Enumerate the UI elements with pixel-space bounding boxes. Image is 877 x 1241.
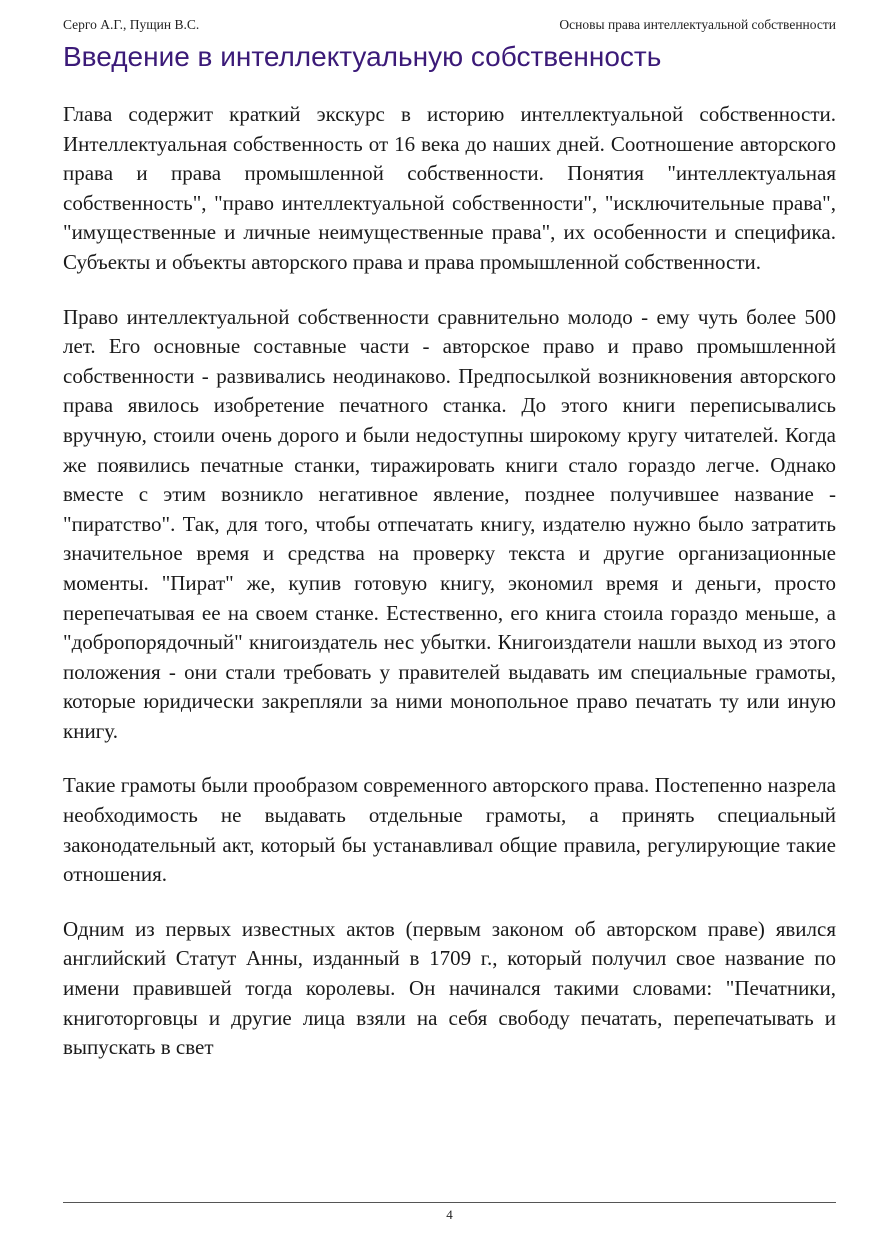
document-page [63,0,836,1241]
footer-divider [63,1202,836,1203]
paragraph: Глава содержит краткий экскурс в историю интеллектуальной собственности. Интеллектуальная собственность от 16 века до наших дней. Соотношение авторского права и права промышленной собственности. Понятия "интеллектуальная собственность", "право интеллектуальной собственности", "исключительные права", "имущественные и личные неимущественные права", их особенности и специфика. Субъекты и объекты авторского права и права промышленной собственности. [63,102,836,274]
paragraph: Право интеллектуальной собственности сравнительно молодо - ему чуть более 500 лет. Его основные составные части - авторское право и право промышленной собственности - развивались неодинаково. Предпосылкой возникновения авторского права явилось изобретение печатного станка. До этого книги переписывались вручную, стоили очень дорого и были недоступны широкому кругу читателей. Когда же появились печатные станки, тиражировать книги стало гораздо легче. Однако вместе с этим возникло негативное явление, позднее получившее название - "пиратство". Так, для того, чтобы отпечатать книгу, издателю нужно было затратить значительное время и средства на проверку текста и другие организационные моменты. "Пират" же, купив готовую книгу, экономил время и деньги, просто перепечатывая ее на своем станке. Естественно, его книга стоила гораздо меньше, а "добропорядочный" книгоиздатель нес убытки. Книгоиздатели нашли выход из этого положения - они стали требовать у правителей выдавать им специальные грамоты, которые юридически закрепляли за ними монопольное право печатать ту или иную книгу. [63,304,836,743]
body-text [63,100,836,1190]
header-book-title: Основы права интеллектуальной собственности [559,17,836,32]
paragraph: Такие грамоты были прообразом современного авторского права. Постепенно назрела необходимость не выдавать отдельные грамоты, а принять специальный законодательный акт, который бы устанавливал общие правила, регулирующие такие отношения. [63,773,836,887]
paragraph: Одним из первых известных актов (первым законом об авторском праве) явился английский Статут Анны, изданный в 1709 г., который получил свое название по имени правившей тогда королевы. Он начинался такими словами: "Печатники, книготорговцы и другие лица взяли на себя свободу печатать, перепечатывать и выпускать в свет [63,916,836,1060]
header-authors: Серго А.Г., Пущин В.С. [63,17,200,32]
page-number: 4 [446,1207,453,1222]
chapter-title: Введение в интеллектуальную собственность [63,41,662,72]
running-header [63,15,836,35]
